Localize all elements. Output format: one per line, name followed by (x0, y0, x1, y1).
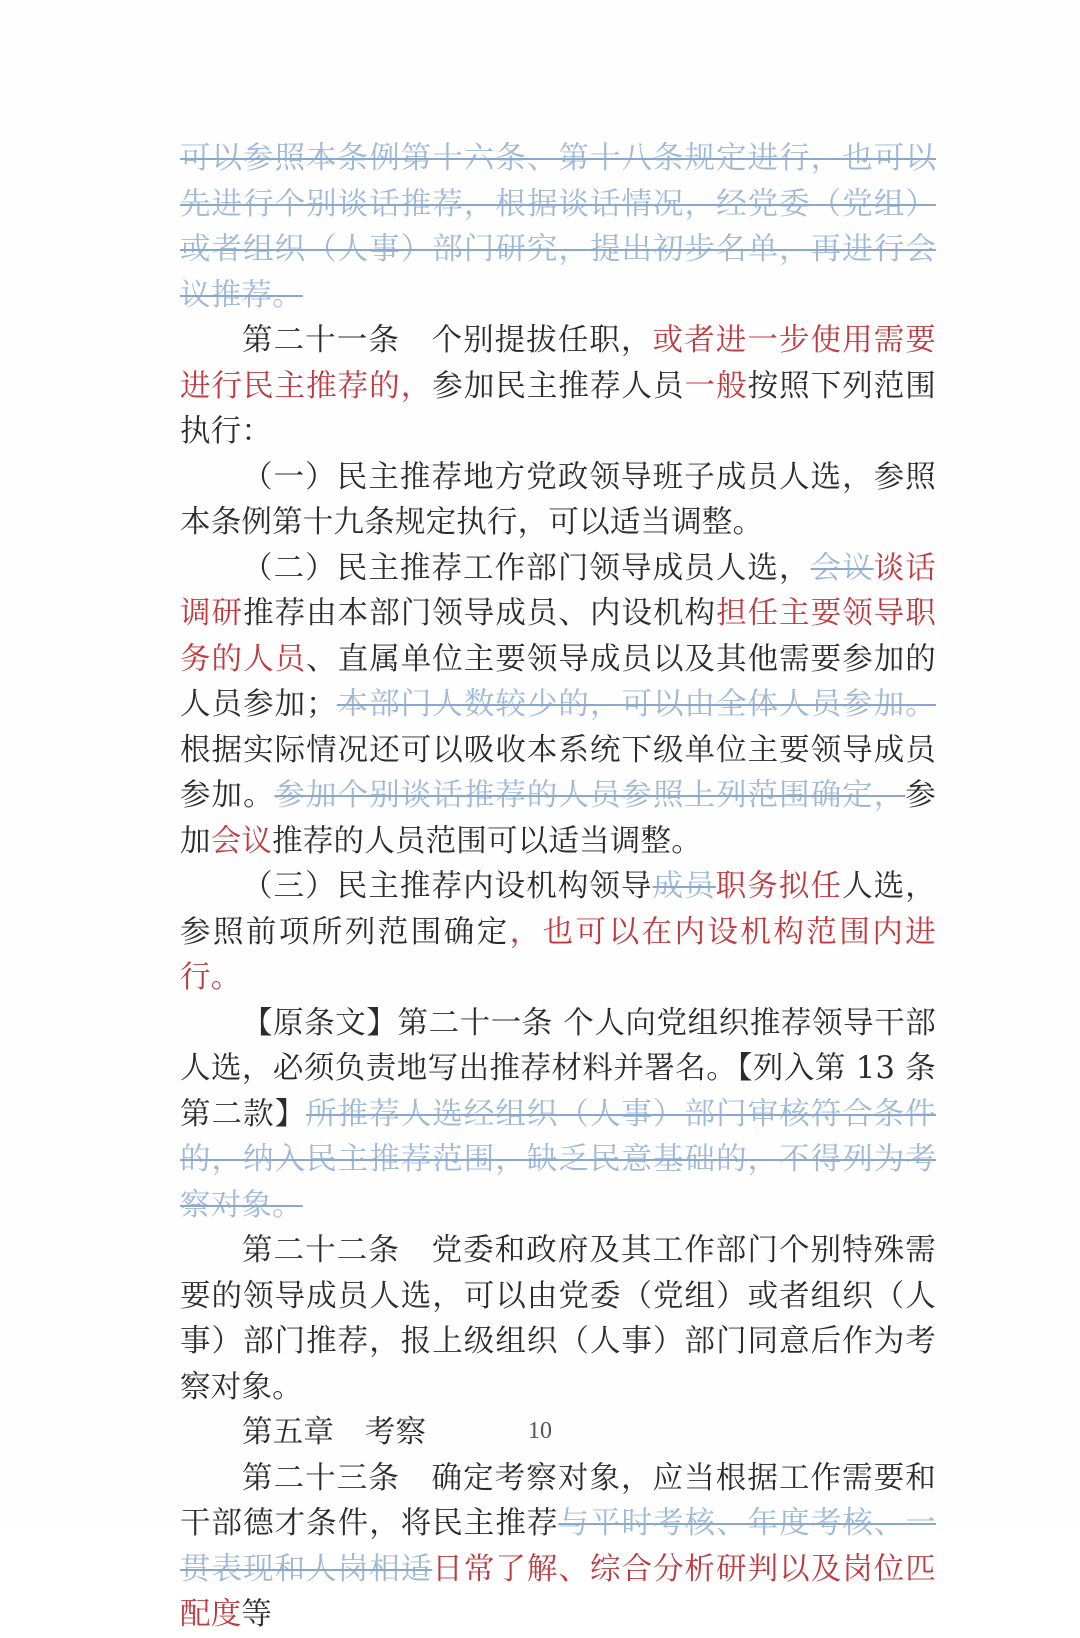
body-text: 按照下列范围执行： (180, 368, 937, 449)
deleted-text: 成员 (652, 869, 716, 904)
body-text: （二）民主推荐工作部门领导成员人选， (242, 550, 811, 586)
deleted-text: 所推荐人选经组织（人事）部门审核符合条件的，纳入民主推荐范围，缺乏民意基础的，不得列为考察对象。 (180, 1096, 936, 1223)
body-text: （三）民主推荐内设机构领导 (242, 869, 653, 904)
inserted-text: 或者进一步使用需要进行民主推荐的， (180, 323, 936, 404)
inserted-text: 谈话调研 (180, 550, 936, 631)
body-text: （一）民主推荐地方党政领导班子成员人选，参照本条例第十九条规定执行，可以适当调整。 (180, 459, 936, 540)
inserted-text: 担任主要领导职务的人员 (180, 596, 936, 677)
body-text: 第二十三条 确定考察对象，应当根据工作需要和干部德才条件，将民主推荐 (180, 1460, 936, 1541)
inserted-text: 职务拟任 (715, 869, 843, 904)
body-text: 等 (241, 1597, 273, 1632)
body-text: 参加 (180, 778, 936, 859)
deleted-text: 本部门人数较少的，可以由全体人员参加。 (336, 687, 936, 722)
inserted-text: 会议 (210, 823, 273, 859)
deleted-text: 参加个别谈话推荐的人员参照上列范围确定， (274, 778, 906, 813)
document-body (180, 136, 936, 1638)
body-text: 第二十二条 党委和政府及其工作部门个别特殊需要的领导成员人选，可以由党委（党组）或者组织（人事）部门推荐，报上级组织（人事）部门同意后作为考察对象。 (180, 1233, 936, 1405)
inserted-text: 日常了解、综合分析研判以及岗位匹配度 (180, 1551, 936, 1632)
paragraph (180, 1456, 936, 1638)
body-text: 人选，参照前项所列范围确定 (180, 869, 936, 950)
paragraph (180, 318, 936, 455)
paragraph (180, 136, 936, 318)
paragraph (180, 546, 936, 865)
page-number: 10 (528, 1418, 552, 1444)
deleted-text: 会议 (810, 550, 874, 586)
paragraph (180, 1001, 936, 1229)
body-text: 、直属单位主要领导成员以及其他需要参加的人员参加； (180, 641, 936, 722)
body-text: 【原条文】第二十一条 个人向党组织推荐领导干部人选，必须负责地写出推荐材料并署名。【列入第 13 条第二款】 (180, 1005, 936, 1132)
inserted-text: 一般 (684, 368, 748, 404)
body-text: 根据实际情况还可以吸收本系统下级单位主要领导成员参加。 (180, 732, 936, 813)
deleted-text: 与平时考核、年度考核、一贯表现和人岗相适 (180, 1506, 936, 1587)
paragraph (180, 455, 936, 546)
body-text: 第二十一条 个别提拔任职， (242, 323, 653, 358)
inserted-text: ，也可以在内设机构范围内进行。 (180, 914, 936, 995)
body-text: 推荐的人员范围可以适当调整。 (272, 823, 702, 859)
body-text: 参加民主推荐人员 (432, 368, 685, 404)
body-text: 推荐由本部门领导成员、内设机构 (243, 596, 717, 631)
paragraph (180, 1228, 936, 1410)
body-text: 第五章 考察 (242, 1415, 427, 1450)
deleted-text: 可以参照本条例第十六条、第十八条规定进行，也可以先进行个别谈话推荐，根据谈话情况，经党委（党组）或者组织（人事）部门研究，提出初步名单，再进行会议推荐。 (180, 141, 936, 313)
paragraph (180, 864, 936, 1001)
